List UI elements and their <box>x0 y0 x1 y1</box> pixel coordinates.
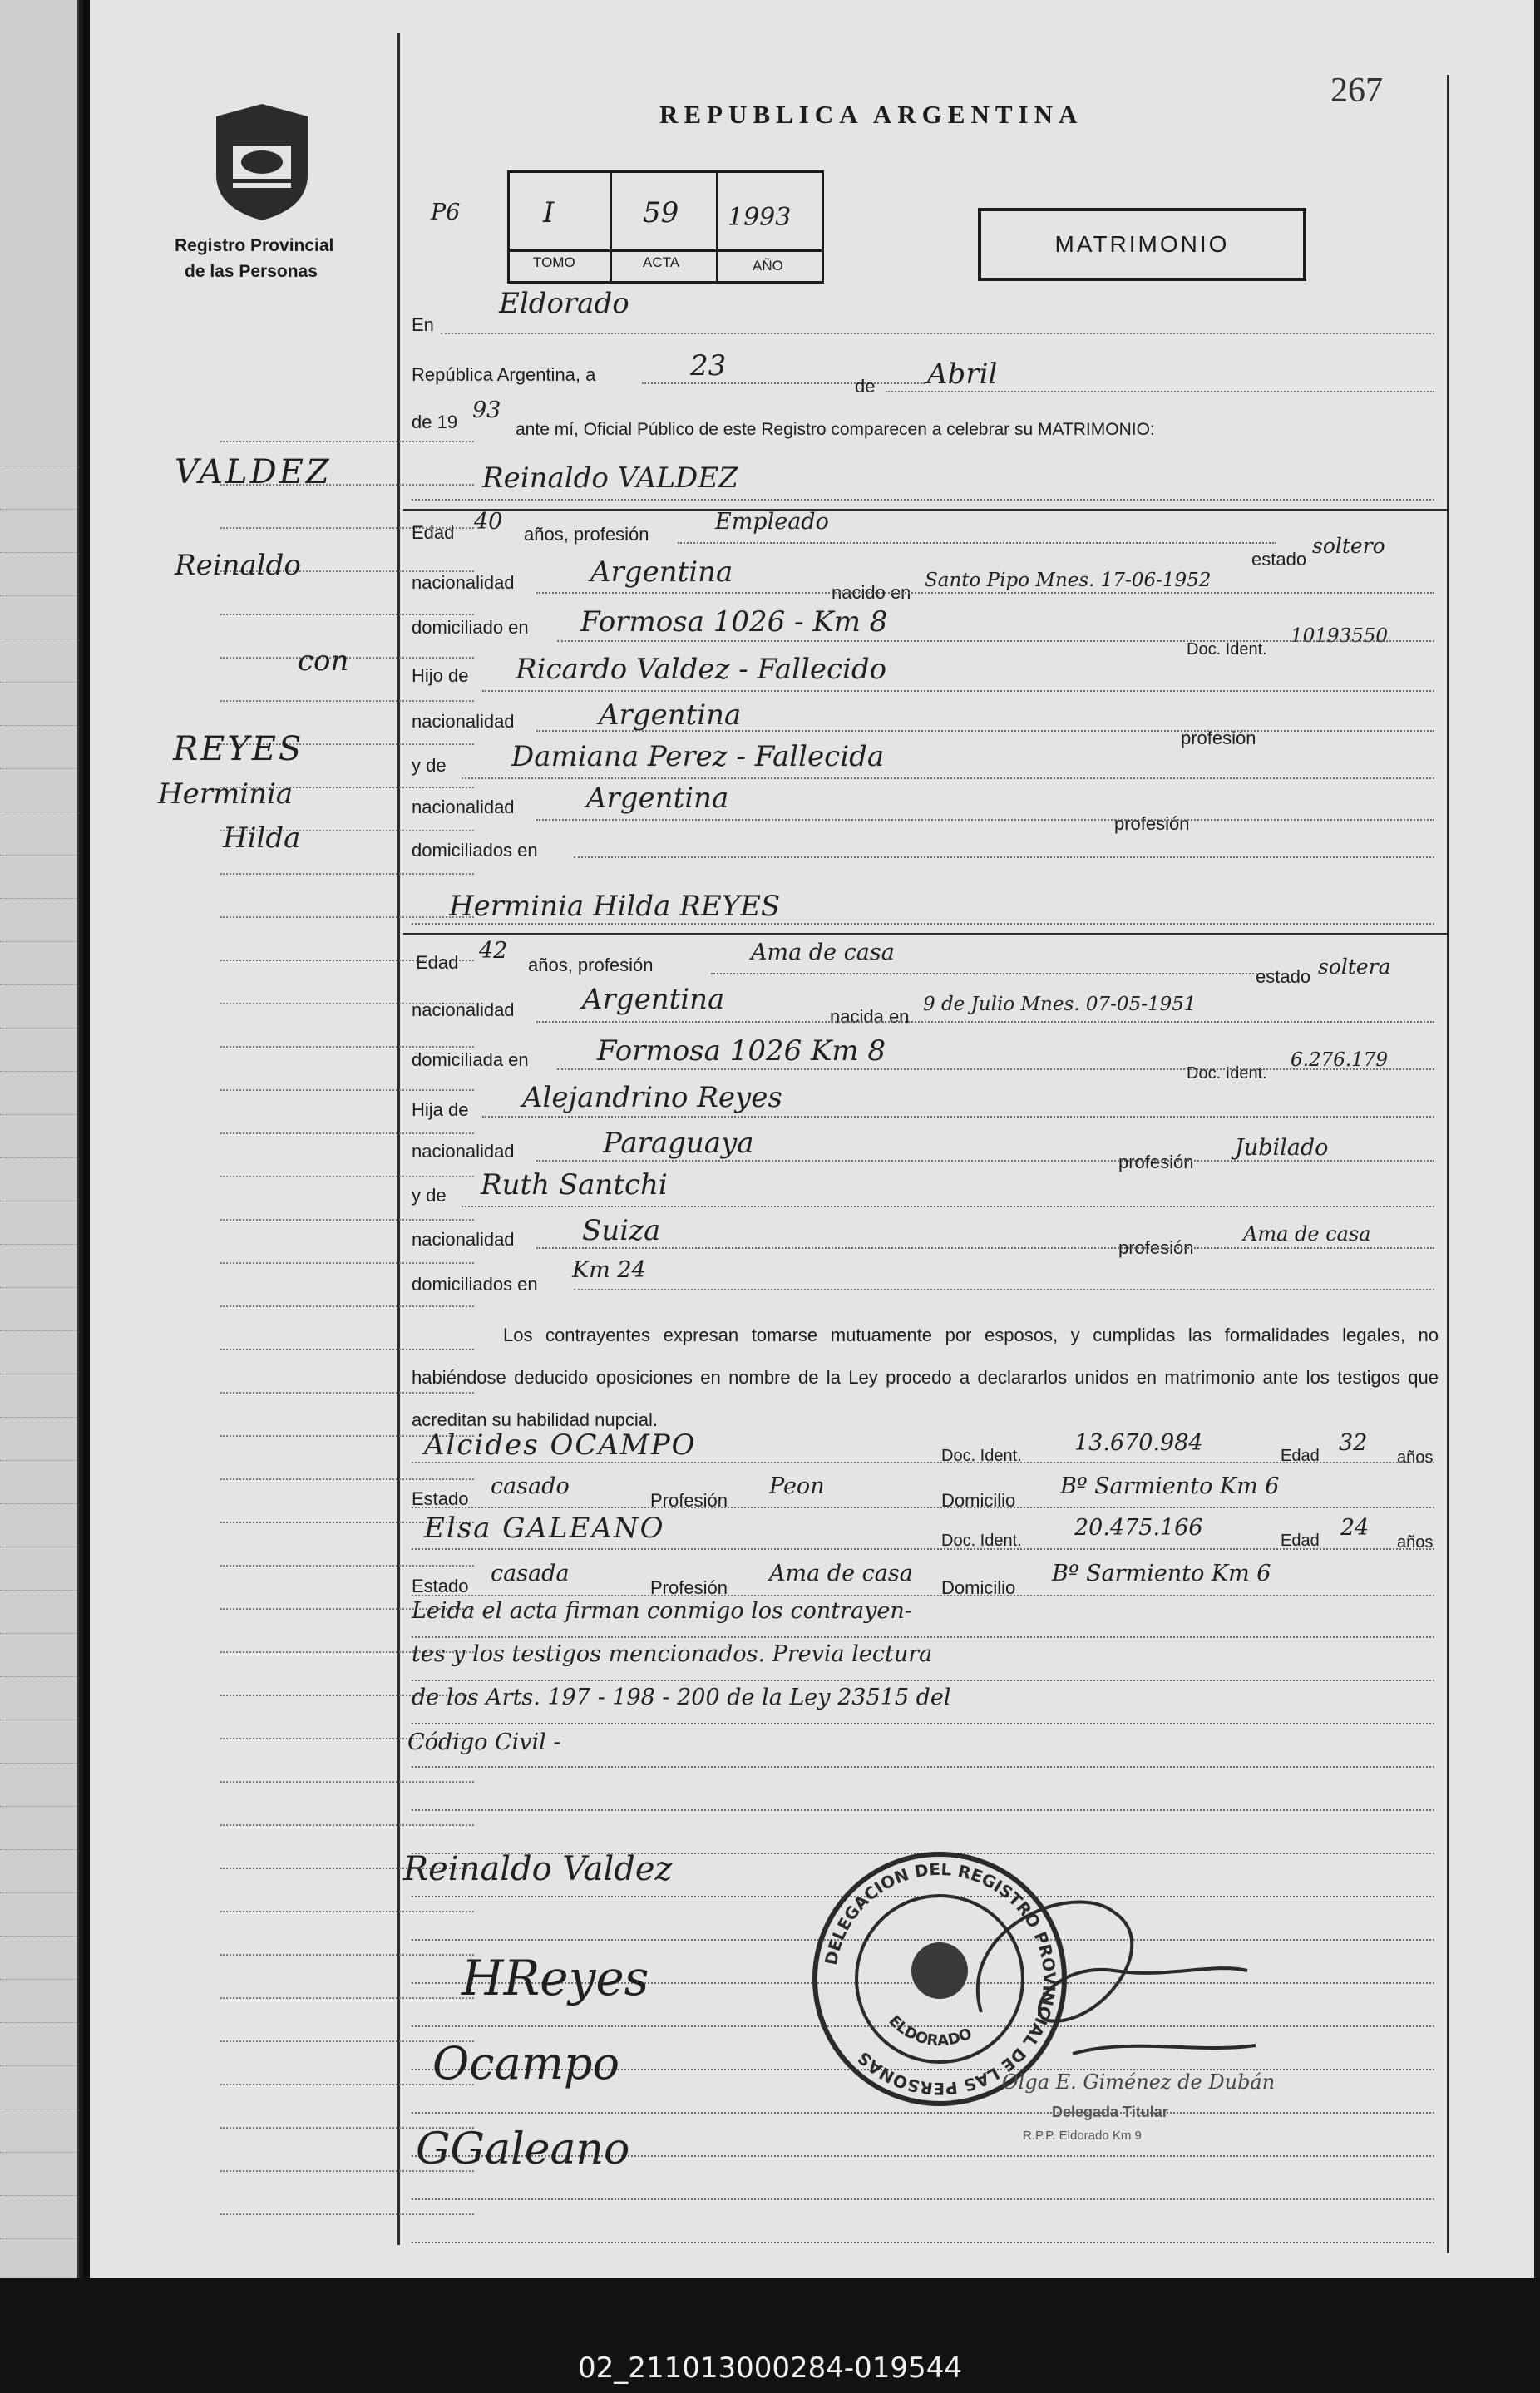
t2-label-anos: años <box>1397 1533 1434 1552</box>
prev-page-rule <box>0 1763 77 1764</box>
t1-edad: 32 <box>1339 1430 1368 1456</box>
signature-3: Ocampo <box>432 2037 619 2090</box>
c1-label-padres-dom: domiciliados en <box>412 840 538 861</box>
prev-page-rule <box>0 1936 77 1937</box>
c2-label-y-de: y de <box>412 1185 447 1206</box>
c2-padre-nac: Paraguaya <box>603 1127 754 1160</box>
c2-label-anos: años, profesión <box>528 955 654 975</box>
stamp-center-text: ELDORADO <box>885 2012 975 2050</box>
margin-divider <box>397 33 400 2245</box>
prev-page-rule <box>0 1633 77 1634</box>
margin-rule <box>220 1046 474 1048</box>
prev-page-rule <box>0 1244 77 1245</box>
margin-rule <box>220 1262 474 1264</box>
c1-nombre: Reinaldo VALDEZ <box>482 461 738 495</box>
t1-label-doc: Doc. Ident. <box>941 1447 1022 1465</box>
c1-label-hijo: Hijo de <box>412 665 469 686</box>
c2-madre: Ruth Santchi <box>481 1168 668 1201</box>
c2-madre-prof: Ama de casa <box>1243 1222 1371 1246</box>
margin-rule <box>220 1997 474 1999</box>
t1-label-domicilio: Domicilio <box>941 1490 1016 1511</box>
prev-page-rule <box>0 595 77 596</box>
prev-page-rule <box>0 1417 77 1418</box>
tomo-value: I <box>543 196 555 229</box>
c2-label-padre-nac: nacionalidad <box>412 1141 515 1162</box>
c2-label-edad: Edad <box>416 952 459 973</box>
prev-page-rule <box>0 552 77 553</box>
c2-padres-dom: Km 24 <box>572 1257 646 1283</box>
prev-page-rule <box>0 725 77 726</box>
tomo-label: TOMO <box>533 254 575 270</box>
country-header: REPUBLICA ARGENTINA <box>659 100 1083 129</box>
c1-madre-nac: Argentina <box>586 782 729 815</box>
label-de-19: de 19 <box>412 412 458 432</box>
label-rep-a: República Argentina, a <box>412 364 596 385</box>
ano-label: AÑO <box>753 258 783 274</box>
right-rule <box>1447 75 1449 2253</box>
margin-rule <box>220 1478 474 1480</box>
label-ante: ante mí, Oficial Público de este Registro comparecen a celebrar su MATRIMONIO: <box>516 420 1155 439</box>
c2-label-nacida: nacida en <box>830 1006 910 1027</box>
ano-value: 1993 <box>728 203 792 232</box>
prev-page-rule <box>0 1071 77 1072</box>
margin-rule <box>220 1219 474 1221</box>
prev-page-rule <box>0 2152 77 2153</box>
stamp-circular-text: DELEGACION DEL REGISTRO PROVINCIAL DE LAS PERSONAS <box>821 1858 1060 2099</box>
margin-rule <box>220 614 474 615</box>
prev-page-rule <box>0 2195 77 2196</box>
t2-label-prof: Profesión <box>650 1577 728 1598</box>
page-binding-edge <box>83 0 90 2278</box>
prev-page-rule <box>0 941 77 942</box>
formula-text: Los contrayentes expresan tomarse mutuamente por esposos, y cumplidas las formalidades legales, no habiéndose deducido oposiciones en nombre de la Ley procedo a declararlos unidos en matrimonio ante los testigos que acreditan su habilidad nupcial. <box>412 1325 1439 1430</box>
c2-profesion: Ama de casa <box>751 940 895 965</box>
c1-label-edad: Edad <box>412 522 455 543</box>
obs-line-4: Código Civil - <box>407 1729 561 1755</box>
c1-profesion: Empleado <box>715 509 829 535</box>
signature-rule <box>412 2198 1434 2200</box>
margin-con: con <box>298 644 349 678</box>
t1-label-prof: Profesión <box>650 1490 728 1511</box>
prev-page-rule <box>0 1028 77 1029</box>
c2-label-padre-prof: profesión <box>1118 1152 1194 1172</box>
prev-page-rule <box>0 2238 77 2239</box>
prev-page-rule <box>0 1287 77 1288</box>
officer-name: Olga E. Giménez de Dubán <box>1002 2070 1276 2094</box>
obs-line-2: tes y los testigos mencionados. Previa lectura <box>412 1641 933 1667</box>
signature-1: Reinaldo Valdez <box>403 1850 673 1888</box>
t2-label-estado: Estado <box>412 1576 469 1596</box>
margin-surname2: REYES <box>173 730 304 768</box>
c1-label-padre-nac: nacionalidad <box>412 711 515 732</box>
margin-rule <box>220 2213 474 2215</box>
label-en: En <box>412 314 434 335</box>
margin-given1: Reinaldo <box>175 549 301 582</box>
c2-padre: Alejandrino Reyes <box>522 1081 782 1114</box>
c2-label-nac: nacionalidad <box>412 999 515 1020</box>
registry-name-line1: Registro Provincial <box>175 236 334 255</box>
c2-estado: soltera <box>1318 955 1391 979</box>
margin-rule <box>220 1781 474 1783</box>
c2-label-doc: Doc. Ident. <box>1187 1064 1267 1083</box>
c1-label-padre-prof: profesión <box>1181 728 1256 748</box>
c1-domicilio: Formosa 1026 - Km 8 <box>580 605 888 639</box>
prev-page-rule <box>0 1330 77 1331</box>
prev-page-rule <box>0 898 77 899</box>
prev-page-rule <box>0 2022 77 2023</box>
c2-label-dom: domiciliada en <box>412 1049 529 1070</box>
record-box <box>507 170 824 284</box>
c2-padre-prof: Jubilado <box>1235 1135 1329 1161</box>
margin-rule <box>220 1565 474 1567</box>
prev-page-rule <box>0 984 77 985</box>
margin-rule <box>220 700 474 702</box>
c1-padre-nac: Argentina <box>599 698 742 732</box>
c1-madre: Damiana Perez - Fallecida <box>511 740 885 773</box>
c2-nacida-en: 9 de Julio Mnes. 07-05-1951 <box>923 994 1197 1015</box>
prev-page-rule <box>0 509 77 510</box>
c1-label-nac: nacionalidad <box>412 572 515 593</box>
c1-nacido-en: Santo Pipo Mnes. 17-06-1952 <box>925 570 1212 591</box>
prev-page-rule <box>0 1503 77 1504</box>
prev-page-rule <box>0 682 77 683</box>
signature-2: HReyes <box>462 1950 649 2006</box>
officer-title: Delegada Titular <box>1052 2104 1168 2120</box>
margin-rule <box>220 1089 474 1091</box>
margin-rule <box>220 1132 474 1134</box>
c2-label-madre-nac: nacionalidad <box>412 1229 515 1250</box>
officer-detail: R.P.P. Eldorado Km 9 <box>1023 2129 1142 2143</box>
t1-label-estado: Estado <box>412 1488 469 1509</box>
margin-rule <box>220 873 474 875</box>
signature-rule <box>412 1809 1434 1811</box>
c1-estado: soltero <box>1312 534 1385 558</box>
margin-rule <box>220 1824 474 1826</box>
register-page <box>83 0 1534 2278</box>
c2-domicilio: Formosa 1026 Km 8 <box>597 1034 886 1068</box>
c2-nacionalidad: Argentina <box>582 983 725 1016</box>
prev-page-rule <box>0 1676 77 1677</box>
prev-page-rule <box>0 1979 77 1980</box>
c2-madre-nac: Suiza <box>582 1214 661 1247</box>
t2-profesion: Ama de casa <box>769 1561 913 1586</box>
margin-given2a: Herminia <box>158 777 294 811</box>
prev-page-rule <box>0 855 77 856</box>
c1-doc: 10193550 <box>1291 625 1389 647</box>
margin-rule <box>220 1954 474 1956</box>
t1-estado: casado <box>491 1473 570 1499</box>
registry-name-line2: de las Personas <box>185 262 318 281</box>
c2-label-madre-prof: profesión <box>1118 1237 1194 1258</box>
c2-doc: 6.276.179 <box>1291 1049 1389 1071</box>
registry-logo-icon <box>208 100 316 224</box>
margin-rule <box>220 1176 474 1177</box>
t1-label-anos: años <box>1397 1448 1434 1467</box>
t2-label-doc: Doc. Ident. <box>941 1532 1022 1550</box>
margin-rule <box>220 1305 474 1307</box>
acta-label: ACTA <box>643 254 680 270</box>
c1-label-madre-prof: profesión <box>1114 813 1190 834</box>
c1-edad: 40 <box>474 509 503 535</box>
obs-line-3: de los Arts. 197 - 198 - 200 de la Ley 23515 del <box>412 1685 951 1710</box>
prev-page-rule <box>0 1114 77 1115</box>
c2-label-estado: estado <box>1256 966 1311 987</box>
label-de: de <box>855 376 876 397</box>
c1-label-estado: estado <box>1251 549 1307 570</box>
t2-doc: 20.475.166 <box>1074 1515 1203 1541</box>
signature-4: GGaleano <box>416 2124 630 2174</box>
c1-padre: Ricardo Valdez - Fallecido <box>516 653 887 686</box>
lugar-value: Eldorado <box>499 287 629 320</box>
doc-type: MATRIMONIO <box>1054 231 1230 257</box>
previous-page-edge <box>0 0 79 2278</box>
prev-page-rule <box>0 1157 77 1158</box>
margin-rule <box>220 1911 474 1912</box>
t1-profesion: Peon <box>769 1473 825 1499</box>
obs-line-1: Leida el acta firman conmigo los contrayen- <box>412 1598 912 1624</box>
c1-label-doc: Doc. Ident. <box>1187 640 1267 659</box>
prev-page-rule <box>0 1892 77 1893</box>
t1-doc: 13.670.984 <box>1074 1430 1203 1456</box>
prev-page-rule <box>0 1806 77 1807</box>
t2-nombre: Elsa GALEANO <box>424 1512 665 1545</box>
margin-given2b: Hilda <box>223 822 301 855</box>
margin-rule <box>220 916 474 918</box>
c2-nombre: Herminia Hilda REYES <box>449 890 781 923</box>
c2-edad: 42 <box>479 938 508 964</box>
anio-value: 93 <box>472 397 501 423</box>
prev-page-rule <box>0 1849 77 1850</box>
prev-page-rule <box>0 2065 77 2066</box>
mes-value: Abril <box>927 358 998 391</box>
scan-identifier: 02_211013000284-019544 <box>578 2351 962 2385</box>
t1-label-edad: Edad <box>1281 1447 1320 1465</box>
t2-edad: 24 <box>1340 1515 1370 1541</box>
t2-estado: casada <box>491 1561 570 1586</box>
c2-label-hija: Hija de <box>412 1099 469 1120</box>
doc-type-box <box>978 208 1306 281</box>
margin-surname1: VALDEZ <box>175 453 332 491</box>
c1-label-madre-nac: nacionalidad <box>412 797 515 817</box>
t1-nombre: Alcides OCAMPO <box>424 1428 697 1462</box>
c1-label-nacido: nacido en <box>832 582 911 603</box>
officer-signature-scribble <box>948 1846 1264 2095</box>
t2-label-edad: Edad <box>1281 1532 1320 1550</box>
t2-label-domicilio: Domicilio <box>941 1577 1016 1598</box>
prev-page-rule <box>0 1460 77 1461</box>
c1-label-dom: domiciliado en <box>412 617 529 638</box>
page-number: 267 <box>1330 72 1383 110</box>
prev-page-rule <box>0 1590 77 1591</box>
dia-value: 23 <box>690 349 727 382</box>
c2-label-padres-dom: domiciliados en <box>412 1274 538 1295</box>
signature-rule <box>412 2242 1434 2243</box>
c1-label-anos: años, profesión <box>524 524 649 545</box>
t2-domicilio: Bº Sarmiento Km 6 <box>1052 1561 1271 1586</box>
t1-domicilio: Bº Sarmiento Km 6 <box>1060 1473 1280 1499</box>
margin-note: P6 <box>431 200 461 225</box>
acta-value: 59 <box>643 196 679 229</box>
c1-label-y-de: y de <box>412 755 447 776</box>
prev-page-rule <box>0 768 77 769</box>
c1-nacionalidad: Argentina <box>590 555 733 589</box>
margin-rule <box>220 441 474 442</box>
